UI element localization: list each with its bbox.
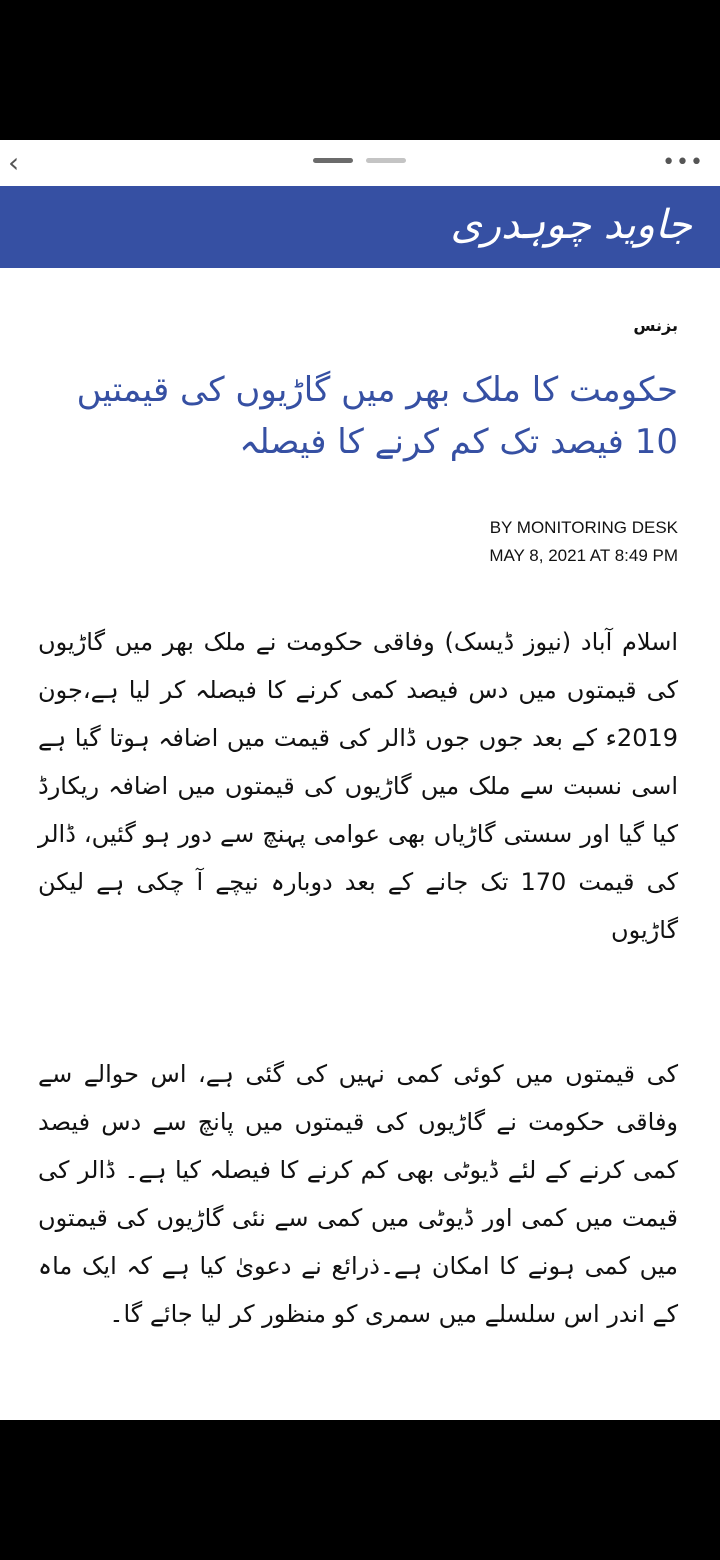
article-paragraph: اسلام آباد (نیوز ڈیسک) وفاقی حکومت نے ملک بھر میں گاڑیوں کی قیمتوں میں دس فیصد کمی کرنے کا فیصلہ کر لیا ہے،جون 2019ء کے بعد جوں جوں ڈالر کی قیمت میں اضافہ ہوتا گیا ہے اسی نسبت سے ملک میں گاڑیوں کی قیمتوں میں اضافہ ریکارڈ کیا گیا اور سستی گاڑیاں بھی عوامی پہنچ سے دور ہو گئیں، ڈالر کی قیمت 170 تک جانے کے بعد دوبارہ نیچے آ چکی ہے لیکن گاڑیوں: [38, 628, 679, 944]
site-logo[interactable]: جاوید چوہدری: [450, 202, 692, 248]
page-indicator-active: [313, 158, 353, 163]
top-toolbar: [0, 140, 720, 186]
back-button[interactable]: [8, 148, 30, 178]
more-horizontal-icon: •••: [662, 150, 704, 175]
site-header: [0, 186, 720, 268]
category-label[interactable]: بزنس: [633, 316, 678, 335]
publish-date: MAY 8, 2021 AT 8:49 PM: [489, 546, 678, 565]
article-title: حکومت کا ملک بھر میں گاڑیوں کی قیمتیں 10 فیصد تک کم کرنے کا فیصلہ: [76, 370, 678, 462]
chevron-left-icon: ‹: [8, 146, 20, 179]
byline-block: [489, 514, 678, 570]
more-button[interactable]: [662, 150, 704, 175]
browser-screen: [0, 140, 720, 1420]
author: BY MONITORING DESK: [489, 518, 678, 537]
article-paragraph: کی قیمتوں میں کوئی کمی نہیں کی گئی ہے، اس حوالے سے وفاقی حکومت نے گاڑیوں کی قیمتوں میں پانچ سے دس فیصد کمی کرنے کے لئے ڈیوٹی بھی کم کرنے کا فیصلہ کیا ہے۔ ڈالر کی قیمت میں کمی اور ڈیوٹی میں کمی سے نئی گاڑیوں کی قیمتوں میں کمی ہونے کا امکان ہے۔ذرائع نے دعویٰ کیا ہے کہ ایک ماہ کے اندر اس سلسلے میں سمری کو منظور کر لیا جائے گا۔: [38, 1060, 678, 1328]
page-indicator-inactive: [366, 158, 406, 163]
article: [0, 268, 720, 1420]
